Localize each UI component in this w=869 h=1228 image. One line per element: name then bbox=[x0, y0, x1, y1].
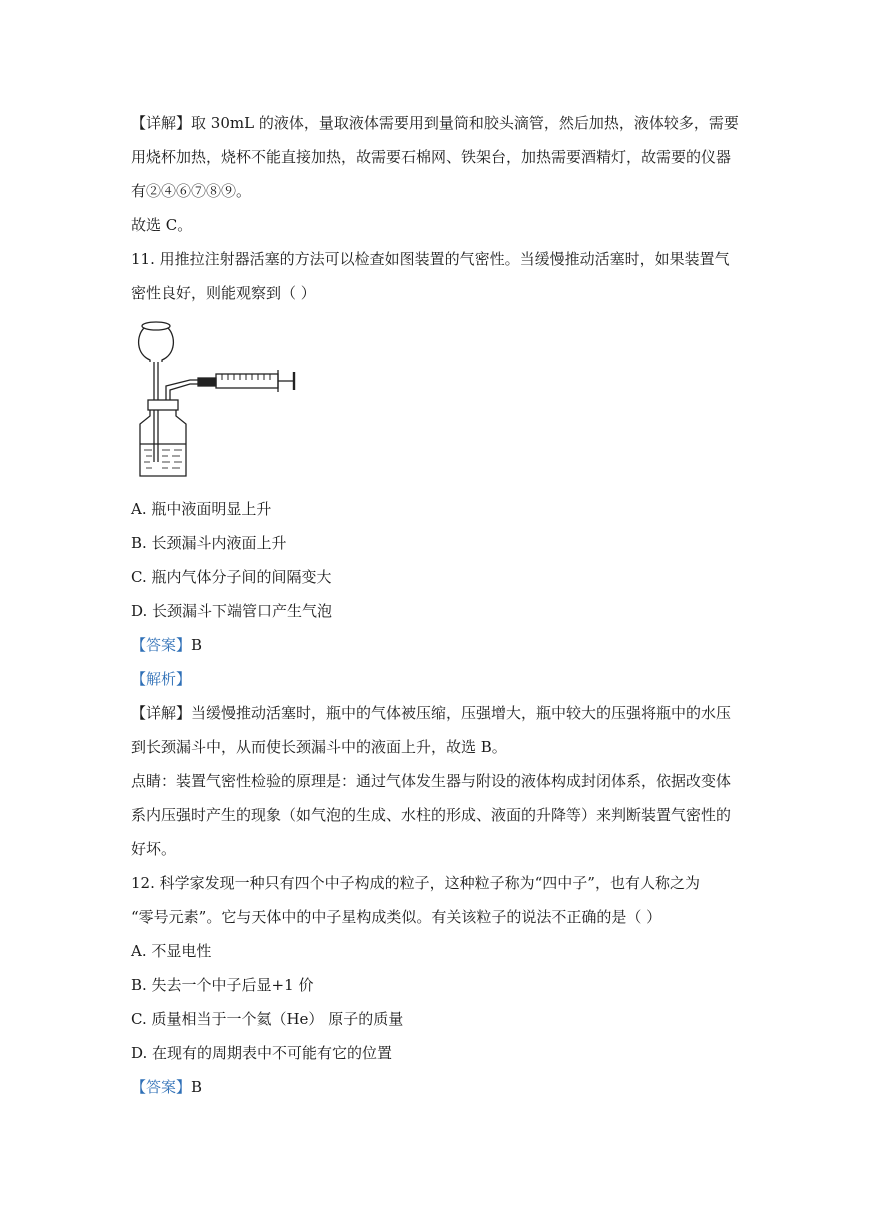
q11-detail-line-2: 到长颈漏斗中，从而使长颈漏斗中的液面上升，故选 B。 bbox=[131, 738, 507, 756]
apparatus-diagram bbox=[132, 316, 310, 482]
detail-label: 【详解】 bbox=[131, 114, 192, 132]
q11-stem-line-1: 11. 用推拉注射器活塞的方法可以检查如图装置的气密性。当缓慢推动活塞时，如果装置气 bbox=[131, 250, 730, 268]
q10-detail-line-1: 【详解】取 30mL 的液体，量取液体需要用到量筒和胶头滴管，然后加热，液体较多，需要 bbox=[131, 114, 739, 132]
q10-detail-line-2: 用烧杯加热，烧杯不能直接加热，故需要石棉网、铁架台，加热需要酒精灯，故需要的仪器 bbox=[131, 148, 732, 166]
q11-detail-line-1: 【详解】当缓慢推动活塞时，瓶中的气体被压缩，压强增大，瓶中较大的压强将瓶中的水压 bbox=[131, 704, 732, 722]
q11-answer bbox=[131, 635, 202, 655]
q12-option-b: B. 失去一个中子后显+1 价 bbox=[131, 976, 314, 994]
q11-tip-line-2: 系内压强时产生的现象（如气泡的生成、水柱的形成、液面的升降等）来判断装置气密性的 bbox=[131, 806, 732, 824]
funnel-mouth bbox=[142, 322, 170, 330]
water-hatching bbox=[144, 450, 182, 468]
q10-conclusion: 故选 C。 bbox=[131, 216, 193, 234]
q11-option-d: D. 长颈漏斗下端管口产生气泡 bbox=[131, 602, 333, 620]
answer-value: B bbox=[191, 636, 203, 654]
q10-detail-line-3: 有②④⑥⑦⑧⑨。 bbox=[131, 182, 252, 200]
q12-answer bbox=[131, 1077, 202, 1097]
syringe-graduations bbox=[222, 374, 270, 380]
q11-stem-line-2: 密性良好，则能观察到（ ） bbox=[131, 284, 316, 302]
q11-option-c: C. 瓶内气体分子间的间隔变大 bbox=[131, 568, 332, 586]
answer-label: 【答案】 bbox=[131, 1078, 192, 1096]
q11-tip-line-1: 点睛：装置气密性检验的原理是：通过气体发生器与附设的液体构成封闭体系，依据改变体 bbox=[131, 772, 732, 790]
q12-option-a: A. 不显电性 bbox=[131, 942, 212, 960]
syringe-barrel bbox=[216, 374, 278, 388]
stopper bbox=[148, 400, 178, 410]
q12-stem-line-2: “零号元素”。它与天体中的中子星构成类似。有关该粒子的说法不正确的是（ ） bbox=[131, 908, 662, 926]
rubber-connector bbox=[198, 378, 216, 386]
q11-analysis-label: 【解析】 bbox=[131, 670, 192, 688]
funnel-bulb bbox=[139, 328, 174, 362]
q11-tip-line-3: 好坏。 bbox=[131, 840, 177, 858]
q11-option-b: B. 长颈漏斗内液面上升 bbox=[131, 534, 287, 552]
q12-option-d: D. 在现有的周期表中不可能有它的位置 bbox=[131, 1044, 393, 1062]
answer-value: B bbox=[191, 1078, 203, 1096]
bottle bbox=[140, 410, 186, 476]
answer-label: 【答案】 bbox=[131, 636, 192, 654]
q12-stem-line-1: 12. 科学家发现一种只有四个中子构成的粒子，这种粒子称为“四中子”，也有人称之为 bbox=[131, 874, 700, 892]
detail-label: 【详解】 bbox=[131, 704, 192, 722]
q11-option-a: A. 瓶中液面明显上升 bbox=[131, 500, 272, 518]
q12-option-c: C. 质量相当于一个氦（He） 原子的质量 bbox=[131, 1010, 404, 1028]
